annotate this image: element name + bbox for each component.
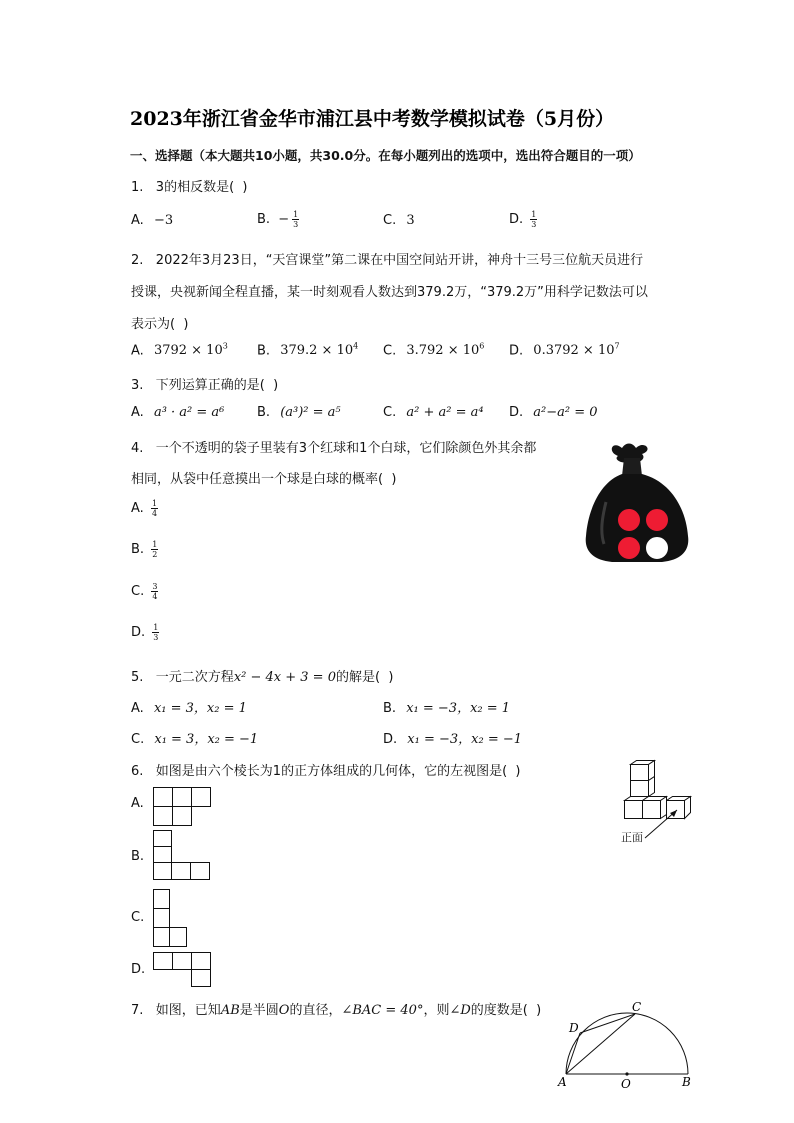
option-label: D.: [509, 212, 524, 227]
option-value: x₁ = 3，x₂ = 1: [153, 701, 247, 716]
q5-option-b[interactable]: [383, 697, 510, 716]
option-label: B.: [257, 343, 271, 359]
stem-text: 的度数是( ): [470, 1003, 542, 1018]
q5-option-c[interactable]: [131, 728, 258, 747]
red-ball: [617, 508, 641, 532]
label-a: A: [558, 1075, 567, 1089]
front-label: 正面: [621, 831, 643, 844]
equation: x² − 4x + 3 = 0: [233, 670, 336, 685]
stem-text: 7. 如图，已知: [131, 1003, 221, 1018]
q6-option-b-label[interactable]: B.: [131, 849, 145, 864]
option-value: −3: [153, 213, 174, 228]
question-4-line-1: 4. 一个不透明的袋子里装有3个红球和1个白球，它们除颜色外其余都: [131, 441, 537, 456]
question-1-stem: 1. 3的相反数是( ): [131, 180, 248, 195]
option-label: A.: [131, 343, 144, 359]
option-value: a²−a² = 0: [533, 405, 598, 420]
q4-option-a[interactable]: [131, 499, 158, 518]
option-label: B.: [383, 701, 397, 716]
question-4-line-2: 相同，从袋中任意摸出一个球是白球的概率( ): [131, 472, 397, 487]
stem-text: ，则: [423, 1003, 450, 1018]
option-value: (a³)² = a⁵: [280, 405, 341, 420]
fraction: $\frac{1}{2}$: [152, 540, 158, 559]
option-value: x₁ = 3，x₂ = −1: [154, 732, 259, 747]
q2-option-d[interactable]: [509, 342, 620, 358]
question-3-stem: 3. 下列运算正确的是( ): [131, 378, 279, 393]
q2-option-b[interactable]: [257, 342, 358, 358]
q1-option-a[interactable]: [131, 213, 173, 228]
option-label: B.: [257, 405, 271, 420]
page-title: 2023年浙江省金华市浦江县中考数学模拟试卷（5月份）: [130, 108, 615, 130]
fraction: $\frac{1}{3}$: [293, 210, 299, 229]
option-label: D.: [509, 343, 524, 359]
stem-text: 5. 一元二次方程: [131, 670, 234, 685]
option-label: A.: [131, 501, 144, 516]
stem-text: 的直径，: [289, 1003, 342, 1018]
label-c: C: [632, 1000, 642, 1014]
q4-option-b[interactable]: [131, 540, 158, 559]
fraction: $\frac{1}{4}$: [151, 499, 158, 518]
q6-option-a-label[interactable]: A.: [131, 796, 144, 811]
option-label: B.: [257, 212, 271, 227]
option-label: A.: [131, 701, 144, 716]
q1-option-d[interactable]: [509, 210, 537, 229]
option-value: a³ · a² = a⁶: [153, 405, 225, 420]
fraction: $\frac{1}{3}$: [153, 623, 159, 642]
stem-text: 的解是( ): [335, 670, 394, 685]
question-2-line-2: 授课，央视新闻全程直播，某一时刻观看人数达到379.2万，“379.2万”用科学记数法可以: [131, 285, 648, 300]
center-o: O: [278, 1003, 290, 1018]
option-label: C.: [383, 405, 397, 420]
option-value: x₁ = −3，x₂ = −1: [407, 732, 523, 747]
q6-option-d-label[interactable]: D.: [131, 962, 146, 977]
red-ball: [617, 536, 641, 560]
option-label: C.: [131, 732, 145, 747]
option-sign: −: [278, 212, 290, 227]
fraction: $\frac{1}{3}$: [531, 210, 537, 229]
option-value: a² + a² = a⁴: [406, 405, 484, 420]
option-value: $3.792 \times 10^6$: [406, 342, 485, 359]
angle-bac: ∠BAC = 40°: [341, 1003, 424, 1018]
q3-option-c[interactable]: [383, 405, 484, 420]
option-label: C.: [131, 584, 145, 599]
option-value: x₁ = −3，x₂ = 1: [406, 701, 511, 716]
q3-option-d[interactable]: [509, 405, 598, 420]
red-ball: [645, 508, 669, 532]
question-6-stem: 6. 如图是由六个棱长为1的正方体组成的几何体，它的左视图是( ): [131, 764, 521, 779]
segment-ab: AB: [220, 1003, 240, 1018]
option-value: 3: [406, 213, 415, 228]
stem-text: 是半圆: [239, 1003, 279, 1018]
q6-option-c-label[interactable]: C.: [131, 910, 145, 925]
q1-option-c[interactable]: [383, 213, 415, 228]
label-b: B: [682, 1075, 691, 1089]
option-label: D.: [509, 405, 524, 420]
section-header: 一、选择题（本大题共10小题，共30.0分。在每小题列出的选项中，选出符合题目的一项）: [130, 148, 641, 163]
bag-illustration: [582, 440, 692, 565]
q3-option-b[interactable]: [257, 405, 341, 420]
label-d: D: [569, 1021, 579, 1035]
semicircle-arc: [566, 1013, 688, 1074]
q5-option-d[interactable]: [383, 728, 522, 747]
question-7-stem: [131, 999, 541, 1018]
q4-option-c[interactable]: [131, 582, 158, 601]
q6-option-d-figure[interactable]: [153, 952, 215, 990]
label-o: O: [621, 1077, 631, 1091]
q4-option-d[interactable]: [131, 623, 159, 642]
option-value: $379.2 \times 10^4$: [280, 342, 359, 359]
question-2-line-3: 表示为( ): [131, 317, 189, 332]
option-label: A.: [131, 405, 144, 420]
bag-neck: [622, 458, 642, 476]
option-label: C.: [383, 343, 397, 359]
option-label: D.: [383, 732, 398, 747]
white-ball: [645, 536, 669, 560]
angle-d: ∠D: [449, 1003, 471, 1018]
q3-option-a[interactable]: [131, 405, 224, 420]
fraction: $\frac{3}{4}$: [152, 582, 158, 601]
semicircle-figure: [556, 1000, 706, 1095]
option-label: D.: [131, 625, 146, 640]
option-label: B.: [131, 542, 145, 557]
q5-option-a[interactable]: [131, 697, 247, 716]
option-label: C.: [383, 213, 397, 228]
option-value: $3792 \times 10^3$: [153, 342, 228, 359]
question-2-line-1: 2. 2022年3月23日，“天宫课堂”第二课在中国空间站开讲，神舟十三号三位航天员进行: [131, 253, 644, 268]
question-5-stem: [131, 666, 393, 685]
q2-option-a[interactable]: [131, 342, 228, 358]
chord-dc: [580, 1014, 635, 1033]
q1-option-b[interactable]: [257, 210, 299, 229]
option-label: A.: [131, 213, 144, 228]
center-point: [625, 1072, 628, 1075]
q6-option-c-figure[interactable]: [153, 889, 193, 949]
q6-option-a-figure[interactable]: [153, 787, 215, 827]
q2-option-c[interactable]: [383, 342, 484, 358]
q6-option-b-figure[interactable]: [153, 830, 215, 882]
option-value: $0.3792 \times 10^7$: [533, 342, 620, 359]
